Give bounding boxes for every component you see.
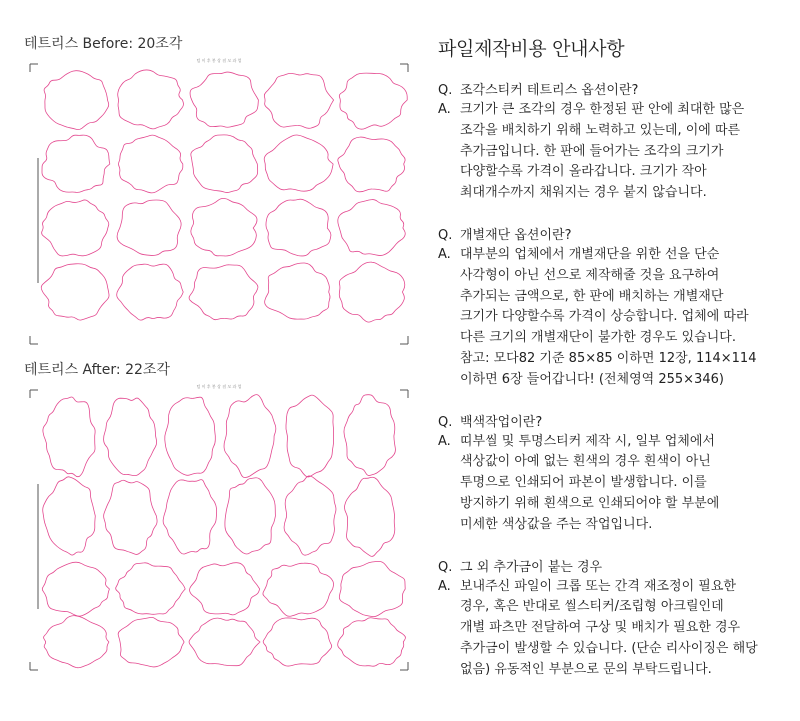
answer-text: 크기가 큰 조각의 경우 한정된 판 안에 최대한 많은 조각을 배치하기 위해 노력하고 있는데, 이에 따른 추가금입니다. 한 판에 들어가는 조각의 크기가 다양할수록 가격이 올라갑니다. 크기가 작아 최대개수까지 채워지는 경우 붙지 않습니다.	[460, 102, 745, 201]
qa-item	[438, 558, 788, 681]
sticker-cut-outline	[191, 135, 258, 193]
before-sheet	[24, 58, 414, 350]
sticker-cut-outline	[339, 73, 407, 129]
sticker-cut-outline	[43, 397, 95, 477]
question-text: 개별재단 옵션이란?	[460, 227, 572, 243]
sticker-cut-outline	[338, 618, 406, 666]
sticker-cut-outline	[190, 72, 258, 127]
answer-mark: A.	[438, 433, 451, 449]
answer-mark: A.	[438, 578, 451, 594]
sticker-cut-outline	[338, 137, 405, 192]
answer-text: 대부분의 업체에서 개별재단을 위한 선을 단순 사각형이 아닌 선으로 제작해줄 것을 요구하여 추가되는 금액으로, 한 판에 배치하는 개별재단 크기가 다양할수록 가격이 상승합니다. 업체에 따라 다른 크기의 개별재단이 불가한 경우도 있습니다. 참고: 모다82 기준 85×85 이하면 12장, 114×114 이하면 6장 들어갑니다! (전체영역 255×346)	[460, 246, 757, 387]
sticker-cut-outline	[339, 561, 405, 616]
question-mark: Q.	[438, 414, 453, 430]
sticker-cut-outline	[116, 563, 186, 615]
qa-item	[438, 81, 788, 204]
qa-item	[438, 413, 788, 536]
question-mark: Q.	[438, 227, 453, 243]
after-layout-image	[24, 384, 414, 676]
before-sheet-title: 텀 이 후 봉 상 점 모 과 업	[196, 58, 242, 63]
notice-panel	[438, 34, 788, 703]
sticker-cut-outline	[224, 395, 276, 478]
sticker-cut-outline	[345, 477, 395, 556]
sticker-cut-outline	[42, 562, 109, 616]
sticker-cut-outline	[42, 200, 109, 256]
after-sheet-title: 텀 이 후 봉 상 점 모 과 업	[196, 384, 242, 389]
sticker-cut-outline	[284, 476, 336, 555]
sticker-cut-outline	[338, 200, 405, 256]
sticker-cut-outline	[163, 480, 216, 554]
answer-text: 보내주신 파일이 크롭 또는 간격 재조정이 필요한 경우, 혹은 반대로 씰스티커/조립형 아크릴인데 개별 파츠만 전달하여 구상 및 배치가 필요한 경우 추가금이 발생할 수 있습니다. (단순 리사이징은 해당 없음) 유동적인 부분으로 문의 부탁드립니다.	[460, 578, 758, 677]
sticker-cut-outline	[266, 199, 331, 256]
sticker-cut-outline	[344, 395, 395, 476]
sticker-cut-outline	[225, 478, 275, 554]
sticker-cut-outline	[43, 477, 96, 555]
sticker-cut-outline	[165, 397, 216, 475]
after-label: 테트리스 After: 22조각	[24, 362, 170, 378]
page-title: 파일제작비용 안내사항	[438, 38, 625, 60]
sticker-cut-outline	[189, 265, 258, 320]
sticker-cut-outline	[42, 135, 110, 192]
sticker-cut-outline	[118, 70, 184, 129]
sticker-cut-outline	[118, 617, 184, 667]
sticker-cut-outline	[191, 198, 257, 256]
before-layout-image	[24, 58, 414, 350]
sticker-cut-outline	[119, 135, 183, 193]
sticker-cut-outline	[117, 264, 184, 320]
question-text: 백색작업이란?	[460, 414, 543, 430]
sticker-cut-outline	[264, 135, 333, 191]
after-sheet	[24, 384, 414, 676]
question-text: 그 외 추가금이 붙는 경우	[460, 559, 603, 575]
before-label: 테트리스 Before: 20조각	[24, 36, 183, 52]
tetris-comparison	[24, 34, 424, 676]
answer-mark: A.	[438, 102, 451, 117]
sticker-cut-outline	[286, 395, 334, 477]
sticker-cut-outline	[263, 563, 334, 616]
qa-item	[438, 226, 788, 391]
answer-mark: A.	[438, 246, 451, 262]
question-mark: Q.	[438, 83, 453, 98]
sticker-cut-outline	[44, 71, 109, 130]
sticker-cut-outline	[41, 264, 109, 320]
sticker-cut-outline	[264, 73, 333, 128]
sticker-cut-outline	[189, 618, 260, 666]
sticker-cut-outline	[117, 200, 181, 255]
sticker-cut-outline	[339, 262, 404, 322]
answer-text: 띠부씰 및 투명스티커 제작 시, 일부 업체에서 색상값이 아예 없는 흰색의 경우 흰색이 아닌 투명으로 인쇄되어 파본이 발생합니다. 이를 방지하기 위해 흰색으로 인쇄되어야 할 부분에 미세한 색상값을 주는 작업입니다.	[460, 433, 720, 532]
sticker-cut-outline	[104, 480, 157, 554]
question-text: 조각스티커 테트리스 옵션이란?	[460, 83, 639, 98]
question-mark: Q.	[438, 559, 453, 575]
sticker-cut-outline	[190, 563, 260, 615]
sticker-cut-outline	[104, 398, 157, 476]
sticker-cut-outline	[44, 616, 109, 668]
sticker-cut-outline	[263, 618, 331, 666]
sticker-cut-outline	[265, 263, 330, 319]
